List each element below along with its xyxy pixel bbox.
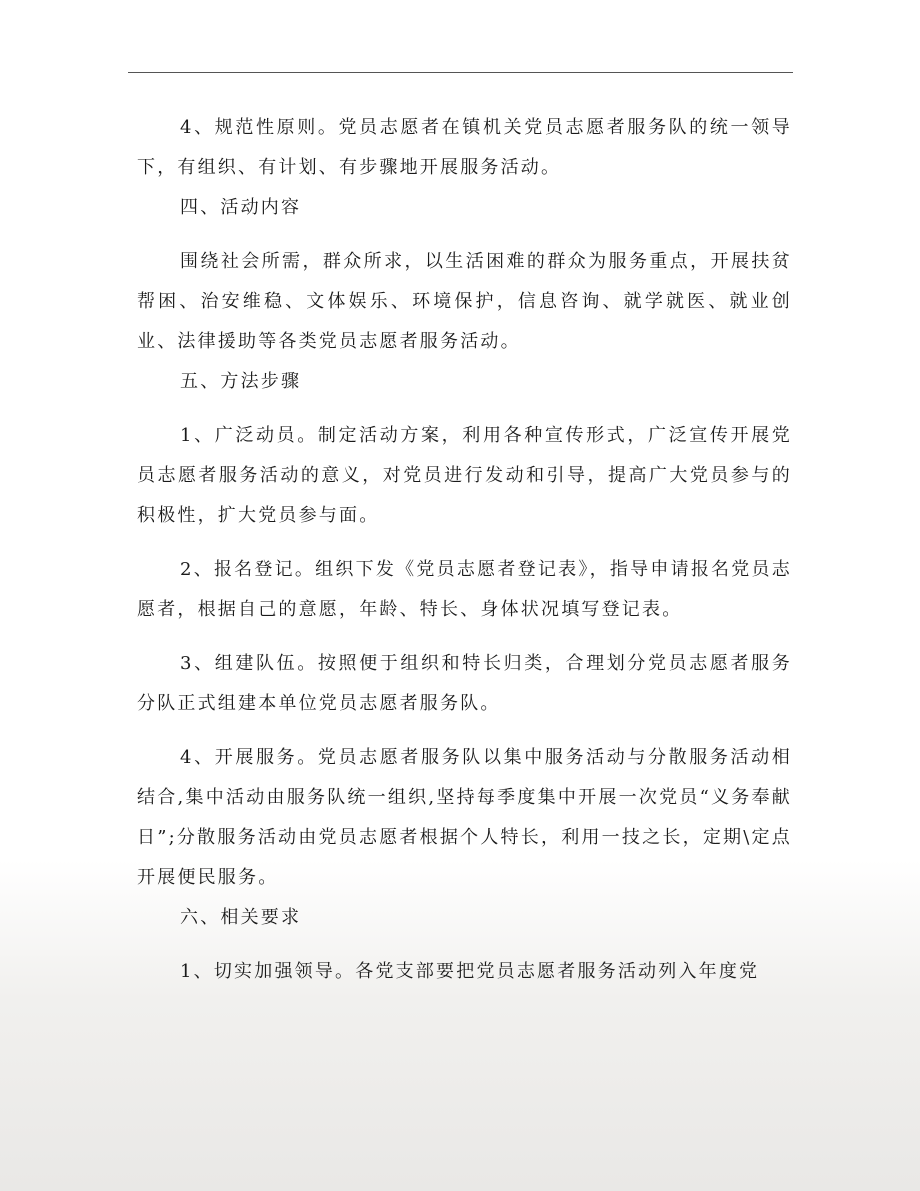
paragraph-service: 4、开展服务。党员志愿者服务队以集中服务活动与分散服务活动相结合,集中活动由服务队统一组织,坚持每季度集中开展一次党员“义务奉献日”;分散服务活动由党员志愿者根据个人特长，利用一技之长，定期\定点开展便民服务。 <box>137 747 792 888</box>
paragraph-team-building: 3、组建队伍。按照便于组织和特长归类，合理划分党员志愿者服务分队正式组建本单位党员志愿者服务队。 <box>137 653 792 714</box>
document-body <box>137 108 792 992</box>
paragraph-normative-principle: 4、规范性原则。党员志愿者在镇机关党员志愿者服务队的统一领导下，有组织、有计划、有步骤地开展服务活动。 <box>137 117 792 178</box>
section-heading-requirements: 六、相关要求 <box>180 907 302 928</box>
paragraph-registration: 2、报名登记。组织下发《党员志愿者登记表》，指导申请报名党员志愿者，根据自己的意愿，年龄、特长、身体状况填写登记表。 <box>137 559 792 620</box>
paragraph-leadership: 1、切实加强领导。各党支部要把党员志愿者服务活动列入年度党 <box>180 961 760 982</box>
header-rule <box>128 72 793 73</box>
section-heading-method-steps: 五、方法步骤 <box>180 371 302 392</box>
section-heading-activity-content: 四、活动内容 <box>180 197 302 218</box>
paragraph-mobilization: 1、广泛动员。制定活动方案，利用各种宣传形式，广泛宣传开展党员志愿者服务活动的意义，对党员进行发动和引导，提高广大党员参与的积极性，扩大党员参与面。 <box>137 425 792 526</box>
paragraph-activity-content: 围绕社会所需，群众所求，以生活困难的群众为服务重点，开展扶贫帮困、治安维稳、文体娱乐、环境保护，信息咨询、就学就医、就业创业、法律援助等各类党员志愿者服务活动。 <box>137 251 792 352</box>
